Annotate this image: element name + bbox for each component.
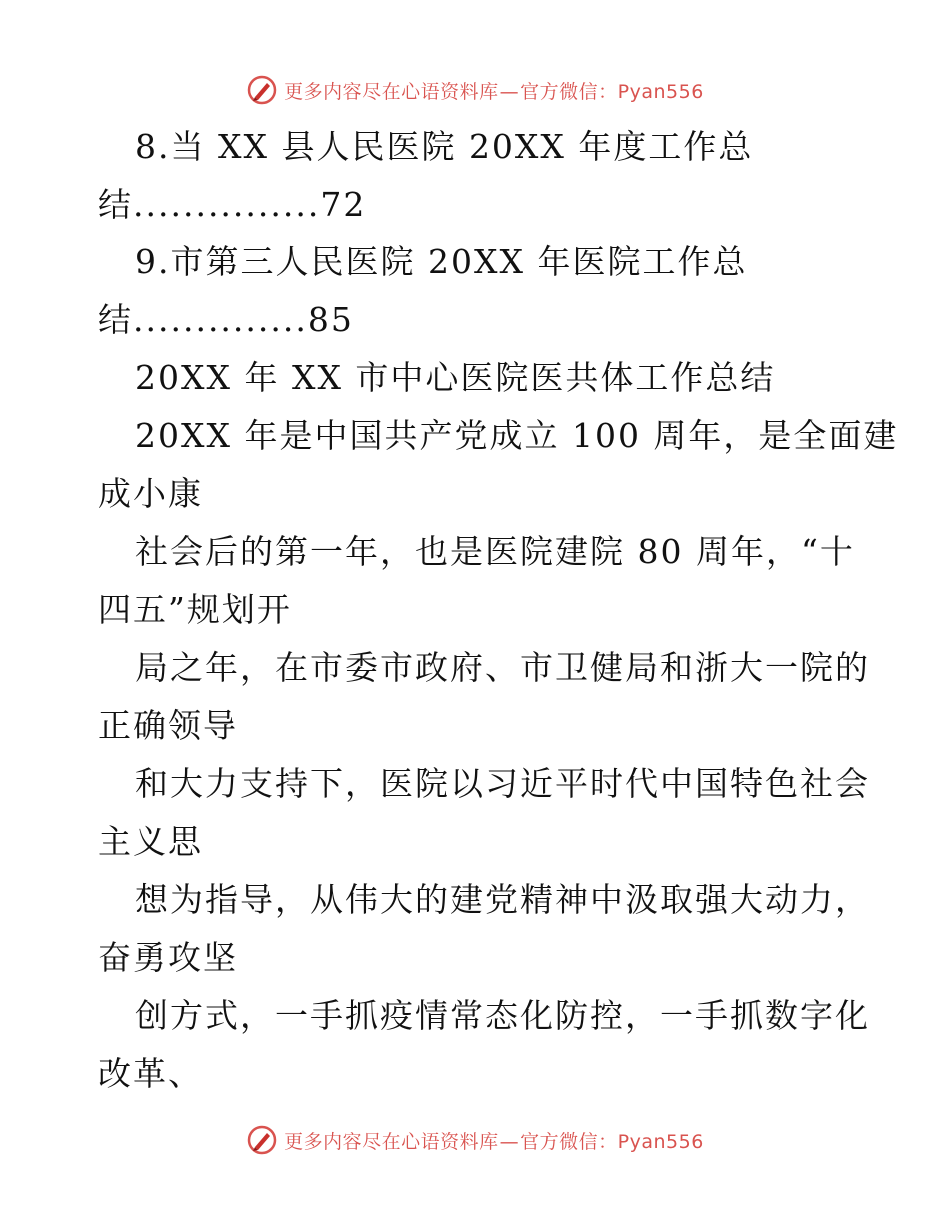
paragraph-line: 想为指导，从伟大的建党精神中汲取强大动力， xyxy=(135,880,870,919)
paragraph-line: 局之年，在市委市政府、市卫健局和浙大一院的 xyxy=(135,648,870,687)
banner-title: 更多内容尽在心语资料库 xyxy=(284,1130,499,1153)
paragraph-line: 成小康 xyxy=(98,474,203,513)
header-watermark-banner xyxy=(0,70,950,110)
banner-title: 更多内容尽在心语资料库 xyxy=(284,80,499,103)
toc-entry-9-title: 9.市第三人民医院 20XX 年医院工作总 xyxy=(135,242,748,281)
paragraph-line: 主义思 xyxy=(98,822,203,861)
footer-watermark-banner xyxy=(0,1120,950,1160)
paragraph-line: 四五”规划开 xyxy=(98,590,292,629)
paragraph-line: 改革、 xyxy=(98,1054,203,1093)
section-heading: 20XX 年 XX 市中心医院医共体工作总结 xyxy=(135,358,776,397)
toc-entry-8-page: 结...............72 xyxy=(98,185,367,224)
banner-contact: 官方微信：Pyan556 xyxy=(520,80,704,103)
banner-separator: — xyxy=(499,80,520,103)
pen-logo-icon xyxy=(246,1124,278,1156)
toc-entry-8-title: 8.当 XX 县人民医院 20XX 年度工作总 xyxy=(135,127,754,166)
paragraph-line: 正确领导 xyxy=(98,706,238,745)
paragraph-line: 20XX 年是中国共产党成立 100 周年，是全面建 xyxy=(135,416,899,455)
paragraph-line: 和大力支持下，医院以习近平时代中国特色社会 xyxy=(135,764,870,803)
banner-separator: — xyxy=(499,1130,520,1153)
paragraph-line: 创方式，一手抓疫情常态化防控，一手抓数字化 xyxy=(135,996,870,1035)
toc-entry-9-page: 结..............85 xyxy=(98,300,354,339)
paragraph-line: 奋勇攻坚 xyxy=(98,938,238,977)
banner-contact: 官方微信：Pyan556 xyxy=(520,1130,704,1153)
pen-logo-icon xyxy=(246,74,278,106)
paragraph-line: 社会后的第一年，也是医院建院 80 周年，“十 xyxy=(135,532,855,571)
